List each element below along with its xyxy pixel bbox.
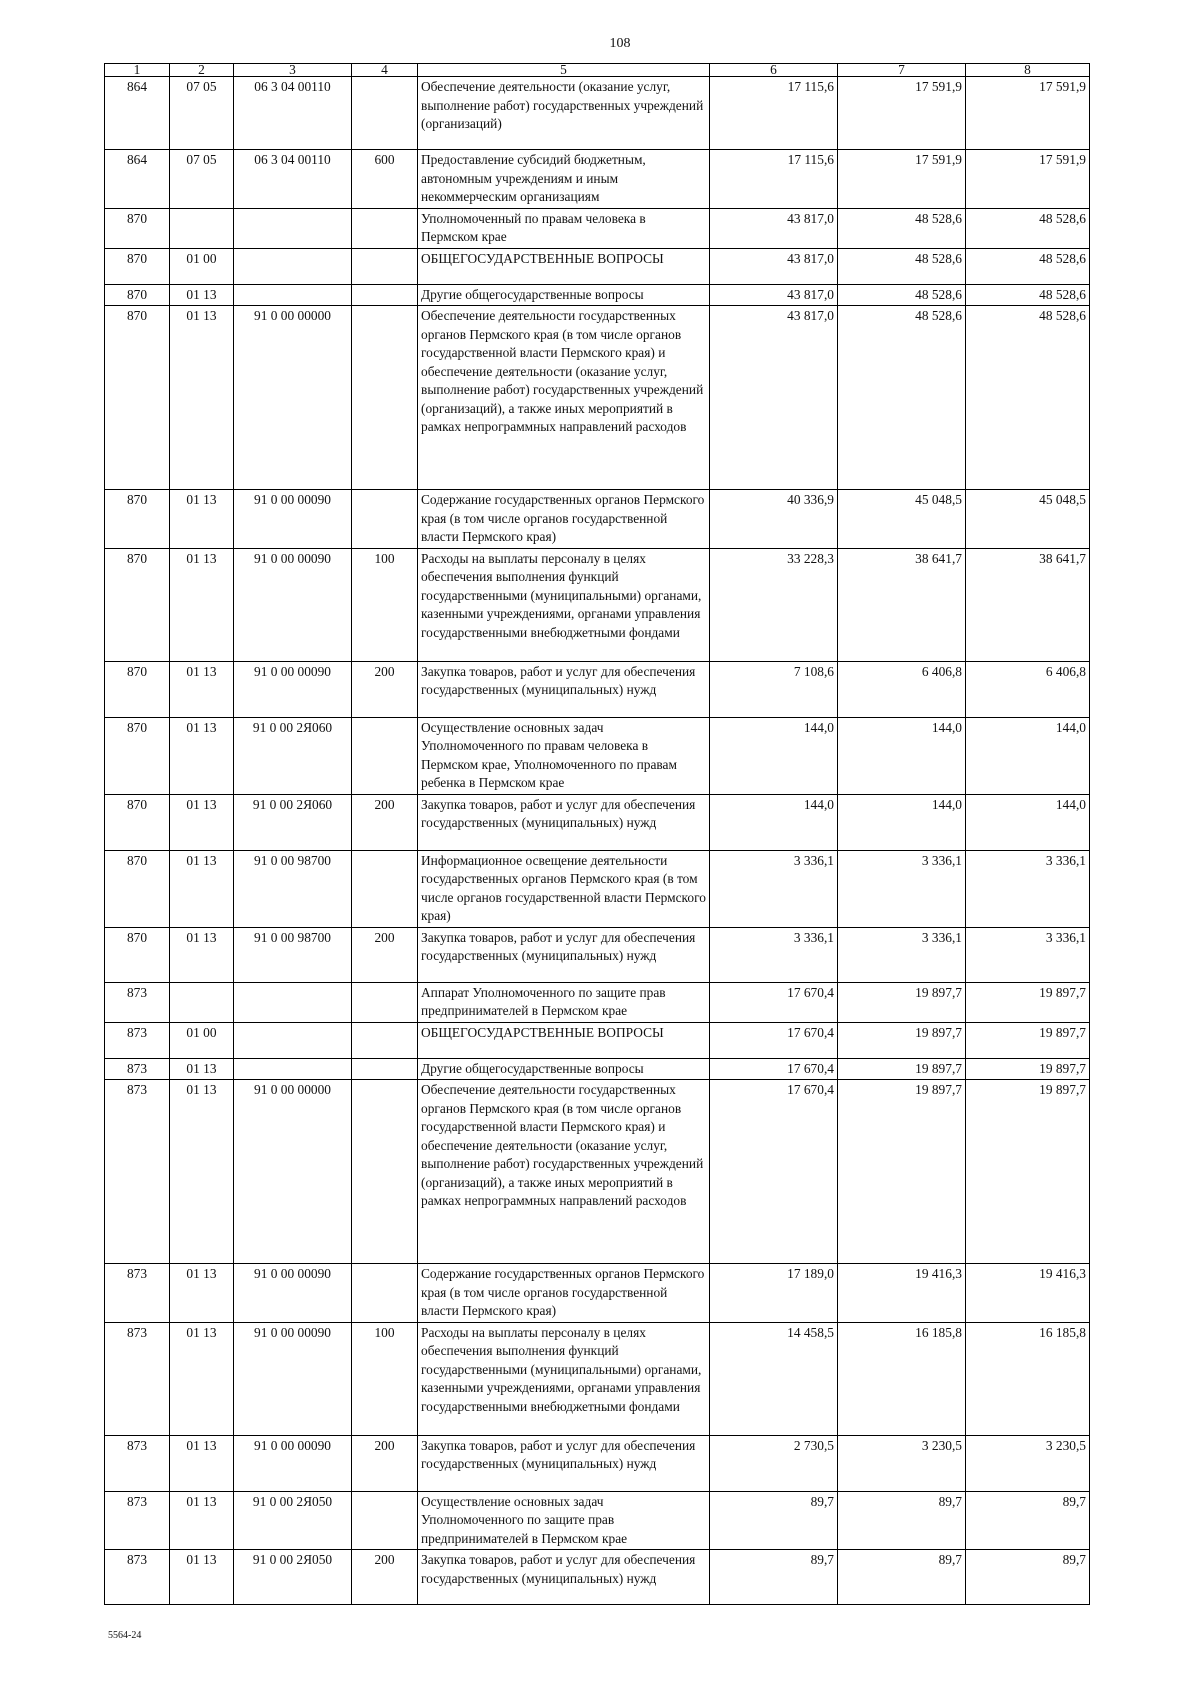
cell-chapter: 870 bbox=[105, 927, 170, 982]
cell-chapter: 873 bbox=[105, 1058, 170, 1080]
cell-amount-col7: 19 897,7 bbox=[838, 982, 966, 1022]
cell-chapter: 870 bbox=[105, 794, 170, 850]
cell-chapter: 873 bbox=[105, 1550, 170, 1605]
table-row bbox=[105, 1080, 1090, 1264]
cell-amount-col8: 17 591,9 bbox=[966, 150, 1090, 209]
table-row bbox=[105, 208, 1090, 248]
cell-amount-col7: 144,0 bbox=[838, 717, 966, 794]
cell-amount-col8: 45 048,5 bbox=[966, 490, 1090, 549]
table-row bbox=[105, 306, 1090, 490]
cell-section bbox=[170, 208, 234, 248]
cell-amount-col6: 17 115,6 bbox=[710, 77, 838, 150]
cell-amount-col6: 89,7 bbox=[710, 1550, 838, 1605]
cell-expense-type: 100 bbox=[352, 1322, 418, 1435]
cell-chapter: 873 bbox=[105, 982, 170, 1022]
cell-target-article bbox=[234, 284, 352, 306]
table-row bbox=[105, 248, 1090, 284]
cell-chapter: 870 bbox=[105, 548, 170, 661]
cell-chapter: 873 bbox=[105, 1022, 170, 1058]
cell-expense-type bbox=[352, 77, 418, 150]
cell-section: 01 13 bbox=[170, 490, 234, 549]
cell-expense-type: 200 bbox=[352, 927, 418, 982]
cell-section bbox=[170, 982, 234, 1022]
cell-amount-col7: 48 528,6 bbox=[838, 248, 966, 284]
table-row bbox=[105, 850, 1090, 927]
cell-section: 01 13 bbox=[170, 1080, 234, 1264]
cell-expense-type bbox=[352, 850, 418, 927]
cell-chapter: 870 bbox=[105, 717, 170, 794]
cell-amount-col7: 48 528,6 bbox=[838, 306, 966, 490]
cell-description: Расходы на выплаты персоналу в целях обеспечения выполнения функций государственными (муниципальными) органами, казенными учреждениями, органами управления государственными внебюджетными фондами bbox=[418, 548, 710, 661]
cell-amount-col8: 19 897,7 bbox=[966, 1058, 1090, 1080]
cell-amount-col6: 17 189,0 bbox=[710, 1264, 838, 1323]
cell-chapter: 873 bbox=[105, 1080, 170, 1264]
column-header: 5 bbox=[418, 64, 710, 77]
cell-target-article bbox=[234, 1022, 352, 1058]
table-body bbox=[105, 77, 1090, 1605]
cell-amount-col6: 40 336,9 bbox=[710, 490, 838, 549]
column-header: 8 bbox=[966, 64, 1090, 77]
cell-chapter: 870 bbox=[105, 661, 170, 717]
cell-section: 01 13 bbox=[170, 1550, 234, 1605]
cell-amount-col8: 3 336,1 bbox=[966, 850, 1090, 927]
cell-amount-col7: 45 048,5 bbox=[838, 490, 966, 549]
table-row bbox=[105, 1435, 1090, 1491]
cell-description: Обеспечение деятельности (оказание услуг, выполнение работ) государственных учреждений (организаций) bbox=[418, 77, 710, 150]
table-row bbox=[105, 1022, 1090, 1058]
cell-target-article: 91 0 00 98700 bbox=[234, 927, 352, 982]
cell-amount-col7: 16 185,8 bbox=[838, 1322, 966, 1435]
cell-target-article: 91 0 00 2Я060 bbox=[234, 717, 352, 794]
table-row bbox=[105, 717, 1090, 794]
cell-section: 01 13 bbox=[170, 306, 234, 490]
cell-amount-col8: 48 528,6 bbox=[966, 306, 1090, 490]
cell-amount-col8: 19 897,7 bbox=[966, 1022, 1090, 1058]
cell-amount-col6: 2 730,5 bbox=[710, 1435, 838, 1491]
cell-amount-col8: 16 185,8 bbox=[966, 1322, 1090, 1435]
cell-chapter: 870 bbox=[105, 208, 170, 248]
cell-chapter: 864 bbox=[105, 77, 170, 150]
cell-amount-col7: 3 336,1 bbox=[838, 850, 966, 927]
cell-amount-col7: 6 406,8 bbox=[838, 661, 966, 717]
cell-target-article: 06 3 04 00110 bbox=[234, 150, 352, 209]
cell-target-article: 91 0 00 00090 bbox=[234, 661, 352, 717]
cell-section: 07 05 bbox=[170, 77, 234, 150]
table-row bbox=[105, 927, 1090, 982]
cell-amount-col6: 89,7 bbox=[710, 1491, 838, 1550]
cell-expense-type bbox=[352, 306, 418, 490]
table-row bbox=[105, 661, 1090, 717]
cell-expense-type: 200 bbox=[352, 661, 418, 717]
cell-section: 01 13 bbox=[170, 284, 234, 306]
table-row bbox=[105, 1322, 1090, 1435]
cell-amount-col6: 17 115,6 bbox=[710, 150, 838, 209]
cell-expense-type bbox=[352, 1264, 418, 1323]
cell-amount-col6: 3 336,1 bbox=[710, 850, 838, 927]
cell-description: Закупка товаров, работ и услуг для обеспечения государственных (муниципальных) нужд bbox=[418, 1550, 710, 1605]
cell-section: 01 00 bbox=[170, 248, 234, 284]
table-row bbox=[105, 150, 1090, 209]
cell-target-article: 91 0 00 2Я050 bbox=[234, 1550, 352, 1605]
table-row bbox=[105, 794, 1090, 850]
cell-amount-col7: 48 528,6 bbox=[838, 208, 966, 248]
page-number: 108 bbox=[609, 36, 631, 51]
cell-description: ОБЩЕГОСУДАРСТВЕННЫЕ ВОПРОСЫ bbox=[418, 1022, 710, 1058]
cell-amount-col7: 3 230,5 bbox=[838, 1435, 966, 1491]
table-row bbox=[105, 284, 1090, 306]
cell-target-article: 91 0 00 2Я060 bbox=[234, 794, 352, 850]
cell-expense-type bbox=[352, 284, 418, 306]
cell-amount-col8: 144,0 bbox=[966, 717, 1090, 794]
cell-chapter: 873 bbox=[105, 1435, 170, 1491]
cell-description: Закупка товаров, работ и услуг для обеспечения государственных (муниципальных) нужд bbox=[418, 927, 710, 982]
cell-amount-col8: 48 528,6 bbox=[966, 248, 1090, 284]
cell-target-article: 91 0 00 00090 bbox=[234, 490, 352, 549]
cell-target-article bbox=[234, 1058, 352, 1080]
cell-amount-col6: 144,0 bbox=[710, 794, 838, 850]
cell-expense-type bbox=[352, 248, 418, 284]
cell-amount-col7: 17 591,9 bbox=[838, 77, 966, 150]
cell-amount-col7: 89,7 bbox=[838, 1550, 966, 1605]
cell-amount-col7: 19 897,7 bbox=[838, 1080, 966, 1264]
cell-chapter: 870 bbox=[105, 306, 170, 490]
cell-target-article bbox=[234, 208, 352, 248]
cell-expense-type: 100 bbox=[352, 548, 418, 661]
cell-target-article: 91 0 00 00090 bbox=[234, 1264, 352, 1323]
cell-section: 01 13 bbox=[170, 1058, 234, 1080]
cell-chapter: 870 bbox=[105, 248, 170, 284]
cell-amount-col7: 3 336,1 bbox=[838, 927, 966, 982]
cell-target-article: 91 0 00 00000 bbox=[234, 306, 352, 490]
cell-amount-col8: 144,0 bbox=[966, 794, 1090, 850]
cell-chapter: 870 bbox=[105, 490, 170, 549]
cell-description: ОБЩЕГОСУДАРСТВЕННЫЕ ВОПРОСЫ bbox=[418, 248, 710, 284]
cell-description: Осуществление основных задач Уполномоченного по правам человека в Пермском крае, Уполномоченного по правам ребенка в Пермском крае bbox=[418, 717, 710, 794]
table-row bbox=[105, 1550, 1090, 1605]
cell-amount-col8: 3 336,1 bbox=[966, 927, 1090, 982]
cell-target-article: 91 0 00 00090 bbox=[234, 1322, 352, 1435]
cell-target-article: 91 0 00 98700 bbox=[234, 850, 352, 927]
cell-amount-col7: 48 528,6 bbox=[838, 284, 966, 306]
cell-expense-type bbox=[352, 490, 418, 549]
cell-amount-col8: 19 897,7 bbox=[966, 982, 1090, 1022]
cell-description: Содержание государственных органов Пермского края (в том числе органов государственной власти Пермского края) bbox=[418, 1264, 710, 1323]
cell-expense-type: 200 bbox=[352, 1550, 418, 1605]
cell-amount-col6: 14 458,5 bbox=[710, 1322, 838, 1435]
cell-target-article: 91 0 00 2Я050 bbox=[234, 1491, 352, 1550]
cell-section: 01 13 bbox=[170, 794, 234, 850]
budget-table bbox=[104, 63, 1090, 1605]
cell-target-article: 91 0 00 00090 bbox=[234, 548, 352, 661]
cell-amount-col7: 19 897,7 bbox=[838, 1022, 966, 1058]
cell-chapter: 873 bbox=[105, 1322, 170, 1435]
table-row bbox=[105, 1491, 1090, 1550]
cell-amount-col6: 17 670,4 bbox=[710, 1058, 838, 1080]
column-header: 6 bbox=[710, 64, 838, 77]
cell-amount-col7: 19 897,7 bbox=[838, 1058, 966, 1080]
document-code: 5564-24 bbox=[108, 1630, 142, 1641]
cell-expense-type: 200 bbox=[352, 794, 418, 850]
cell-expense-type: 600 bbox=[352, 150, 418, 209]
column-header: 3 bbox=[234, 64, 352, 77]
cell-description: Обеспечение деятельности государственных органов Пермского края (в том числе органов государственной власти Пермского края) и обеспечение деятельности (оказание услуг, выполнение работ) государственных учреждений (организаций), а также иных мероприятий в рамках непрограммных направлений расходов bbox=[418, 1080, 710, 1264]
cell-amount-col8: 48 528,6 bbox=[966, 208, 1090, 248]
cell-description: Закупка товаров, работ и услуг для обеспечения государственных (муниципальных) нужд bbox=[418, 661, 710, 717]
cell-description: Расходы на выплаты персоналу в целях обеспечения выполнения функций государственными (муниципальными) органами, казенными учреждениями, органами управления государственными внебюджетными фондами bbox=[418, 1322, 710, 1435]
cell-amount-col7: 38 641,7 bbox=[838, 548, 966, 661]
cell-expense-type bbox=[352, 1491, 418, 1550]
table-row bbox=[105, 1264, 1090, 1323]
cell-amount-col6: 43 817,0 bbox=[710, 284, 838, 306]
cell-section: 01 00 bbox=[170, 1022, 234, 1058]
column-header: 4 bbox=[352, 64, 418, 77]
cell-description: Закупка товаров, работ и услуг для обеспечения государственных (муниципальных) нужд bbox=[418, 1435, 710, 1491]
cell-description: Аппарат Уполномоченного по защите прав предпринимателей в Пермском крае bbox=[418, 982, 710, 1022]
cell-description: Содержание государственных органов Пермского края (в том числе органов государственной власти Пермского края) bbox=[418, 490, 710, 549]
cell-amount-col8: 38 641,7 bbox=[966, 548, 1090, 661]
cell-expense-type bbox=[352, 1022, 418, 1058]
cell-amount-col6: 17 670,4 bbox=[710, 1022, 838, 1058]
cell-expense-type bbox=[352, 717, 418, 794]
table-row bbox=[105, 982, 1090, 1022]
cell-target-article: 91 0 00 00090 bbox=[234, 1435, 352, 1491]
cell-description: Другие общегосударственные вопросы bbox=[418, 1058, 710, 1080]
cell-amount-col8: 17 591,9 bbox=[966, 77, 1090, 150]
cell-expense-type: 200 bbox=[352, 1435, 418, 1491]
cell-section: 01 13 bbox=[170, 1435, 234, 1491]
cell-section: 01 13 bbox=[170, 717, 234, 794]
cell-section: 01 13 bbox=[170, 850, 234, 927]
cell-expense-type bbox=[352, 1058, 418, 1080]
cell-chapter: 870 bbox=[105, 284, 170, 306]
cell-target-article bbox=[234, 248, 352, 284]
cell-section: 01 13 bbox=[170, 661, 234, 717]
cell-description: Другие общегосударственные вопросы bbox=[418, 284, 710, 306]
cell-amount-col8: 19 416,3 bbox=[966, 1264, 1090, 1323]
cell-amount-col8: 3 230,5 bbox=[966, 1435, 1090, 1491]
table-row bbox=[105, 490, 1090, 549]
cell-amount-col6: 43 817,0 bbox=[710, 248, 838, 284]
cell-section: 01 13 bbox=[170, 548, 234, 661]
cell-chapter: 873 bbox=[105, 1264, 170, 1323]
cell-amount-col8: 6 406,8 bbox=[966, 661, 1090, 717]
cell-amount-col6: 17 670,4 bbox=[710, 1080, 838, 1264]
cell-amount-col8: 48 528,6 bbox=[966, 284, 1090, 306]
cell-section: 01 13 bbox=[170, 1491, 234, 1550]
cell-description: Обеспечение деятельности государственных органов Пермского края (в том числе органов государственной власти Пермского края) и обеспечение деятельности (оказание услуг, выполнение работ) государственных учреждений (организаций), а также иных мероприятий в рамках непрограммных направлений расходов bbox=[418, 306, 710, 490]
cell-target-article bbox=[234, 982, 352, 1022]
column-header: 7 bbox=[838, 64, 966, 77]
cell-expense-type bbox=[352, 982, 418, 1022]
cell-amount-col8: 89,7 bbox=[966, 1491, 1090, 1550]
cell-amount-col7: 17 591,9 bbox=[838, 150, 966, 209]
cell-chapter: 870 bbox=[105, 850, 170, 927]
table-row bbox=[105, 548, 1090, 661]
cell-amount-col6: 43 817,0 bbox=[710, 306, 838, 490]
cell-amount-col8: 19 897,7 bbox=[966, 1080, 1090, 1264]
cell-amount-col6: 17 670,4 bbox=[710, 982, 838, 1022]
cell-section: 01 13 bbox=[170, 1322, 234, 1435]
cell-description: Информационное освещение деятельности государственных органов Пермского края (в том числе органов государственной власти Пермского края) bbox=[418, 850, 710, 927]
cell-amount-col6: 7 108,6 bbox=[710, 661, 838, 717]
cell-amount-col7: 19 416,3 bbox=[838, 1264, 966, 1323]
table-row bbox=[105, 1058, 1090, 1080]
cell-chapter: 864 bbox=[105, 150, 170, 209]
cell-amount-col7: 144,0 bbox=[838, 794, 966, 850]
column-header: 1 bbox=[105, 64, 170, 77]
cell-amount-col6: 33 228,3 bbox=[710, 548, 838, 661]
cell-amount-col8: 89,7 bbox=[966, 1550, 1090, 1605]
cell-target-article: 06 3 04 00110 bbox=[234, 77, 352, 150]
cell-amount-col6: 43 817,0 bbox=[710, 208, 838, 248]
cell-amount-col7: 89,7 bbox=[838, 1491, 966, 1550]
cell-chapter: 873 bbox=[105, 1491, 170, 1550]
cell-expense-type bbox=[352, 1080, 418, 1264]
cell-expense-type bbox=[352, 208, 418, 248]
cell-description: Предоставление субсидий бюджетным, автономным учреждениям и иным некоммерческим организациям bbox=[418, 150, 710, 209]
column-number-row bbox=[105, 64, 1090, 77]
cell-description: Осуществление основных задач Уполномоченного по защите прав предпринимателей в Пермском крае bbox=[418, 1491, 710, 1550]
cell-description: Уполномоченный по правам человека в Пермском крае bbox=[418, 208, 710, 248]
table-row bbox=[105, 77, 1090, 150]
cell-section: 01 13 bbox=[170, 927, 234, 982]
cell-description: Закупка товаров, работ и услуг для обеспечения государственных (муниципальных) нужд bbox=[418, 794, 710, 850]
cell-amount-col6: 3 336,1 bbox=[710, 927, 838, 982]
cell-section: 01 13 bbox=[170, 1264, 234, 1323]
cell-section: 07 05 bbox=[170, 150, 234, 209]
cell-target-article: 91 0 00 00000 bbox=[234, 1080, 352, 1264]
cell-amount-col6: 144,0 bbox=[710, 717, 838, 794]
column-header: 2 bbox=[170, 64, 234, 77]
